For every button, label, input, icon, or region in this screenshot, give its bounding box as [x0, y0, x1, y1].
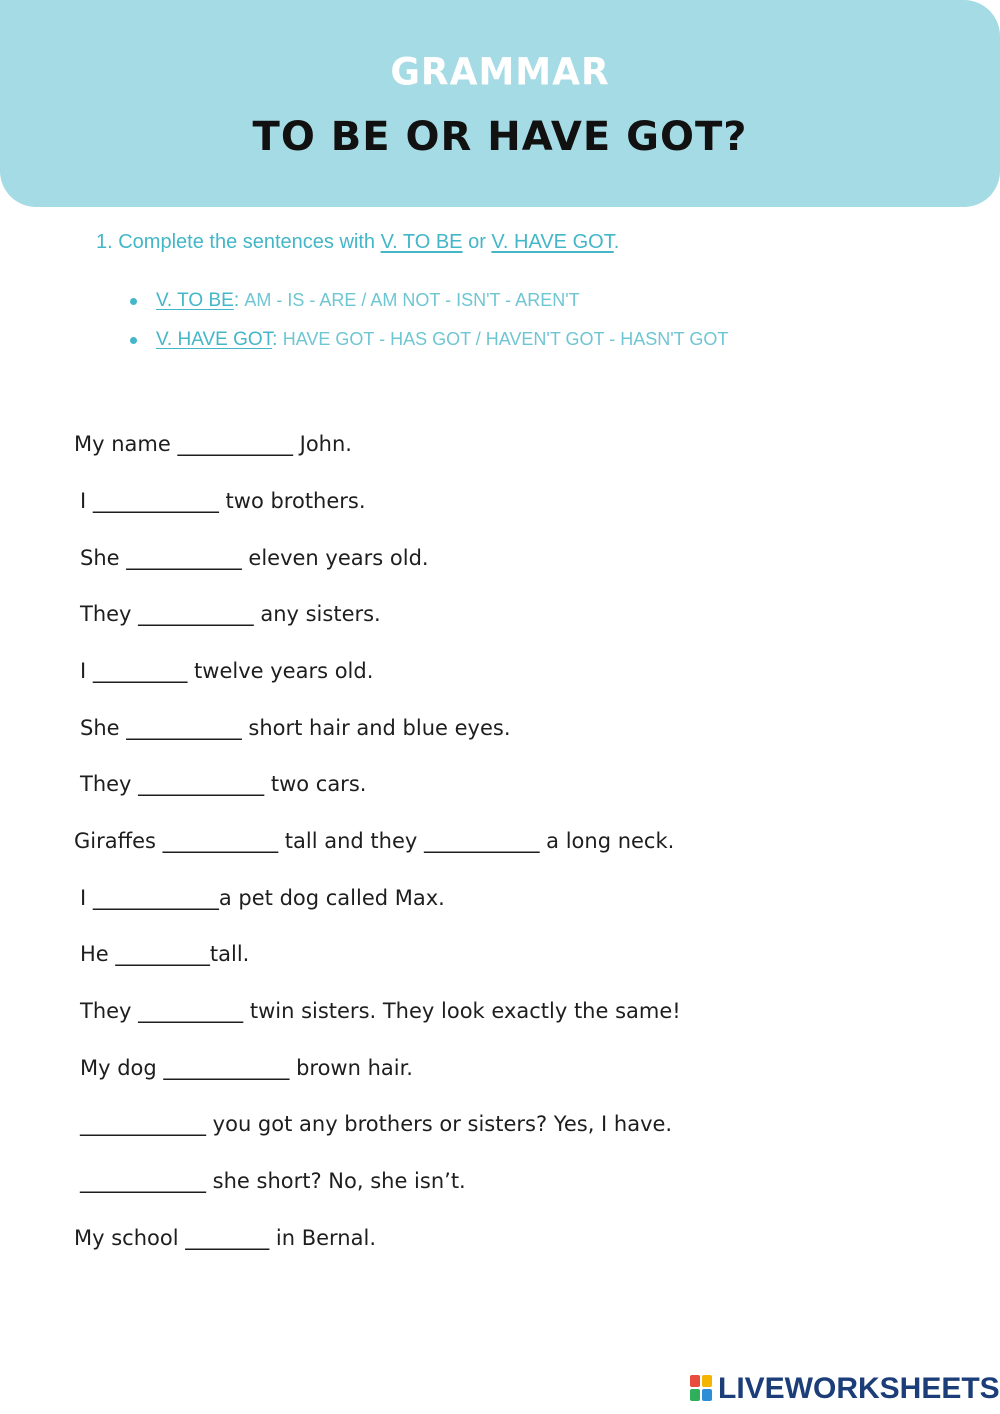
item-sentence[interactable]: My dog ____________ brown hair. — [80, 1056, 413, 1080]
bullet-forms: HAVE GOT - HAS GOT / HAVEN'T GOT - HASN'T GOT — [282, 329, 729, 349]
item-sentence[interactable]: ____________ she short? No, she isn’t. — [80, 1169, 466, 1193]
bullet-key: V. TO BE — [156, 290, 234, 311]
item-sentence[interactable]: They ____________ two cars. — [80, 772, 367, 796]
item-sentence[interactable]: She ___________ short hair and blue eyes. — [80, 716, 511, 740]
logo-icon — [690, 1375, 714, 1403]
liveworksheets-logo[interactable] — [690, 1372, 1000, 1406]
item-sentence[interactable]: My school ________ in Bernal. — [74, 1226, 376, 1250]
item-sentence[interactable]: ____________ you got any brothers or sisters? Yes, I have. — [80, 1112, 673, 1136]
header-banner — [0, 0, 1000, 207]
item-sentence[interactable]: I ____________a pet dog called Max. — [80, 886, 445, 910]
bullet-key: V. HAVE GOT — [156, 329, 273, 350]
item-sentence[interactable]: They __________ twin sisters. They look exactly the same! — [80, 999, 681, 1023]
instructions-term-to-be: V. TO BE — [380, 231, 463, 253]
item-sentence[interactable]: My name ___________ John. — [74, 432, 352, 456]
bullet-forms: AM - IS - ARE / AM NOT - ISN'T - AREN'T — [244, 290, 580, 310]
item-sentence[interactable]: I ____________ two brothers. — [80, 489, 366, 513]
brand-name: LIVEWORKSHEETS — [718, 1372, 1000, 1405]
item-sentence[interactable]: They ___________ any sisters. — [80, 602, 381, 626]
bullet-sep: : — [233, 290, 245, 311]
item-sentence[interactable]: She ___________ eleven years old. — [80, 546, 429, 570]
header-subtitle: GRAMMAR — [390, 50, 610, 95]
bullet-sep: : — [272, 329, 283, 350]
instructions-term-have-got: V. HAVE GOT — [491, 231, 614, 253]
page-title: TO BE OR HAVE GOT? — [252, 114, 748, 160]
instructions-middle: or — [462, 231, 492, 253]
bullet-dot-icon — [130, 337, 137, 344]
item-sentence[interactable]: He _________tall. — [80, 942, 250, 966]
instructions-title — [96, 231, 619, 254]
bullet-dot-icon — [130, 298, 137, 305]
item-sentence[interactable]: Giraffes ___________ tall and they ___________ a long neck. — [74, 829, 675, 853]
instructions-prefix: 1. Complete the sentences with — [96, 231, 381, 253]
instructions-suffix: . — [613, 231, 620, 253]
item-sentence[interactable]: I _________ twelve years old. — [80, 659, 374, 683]
